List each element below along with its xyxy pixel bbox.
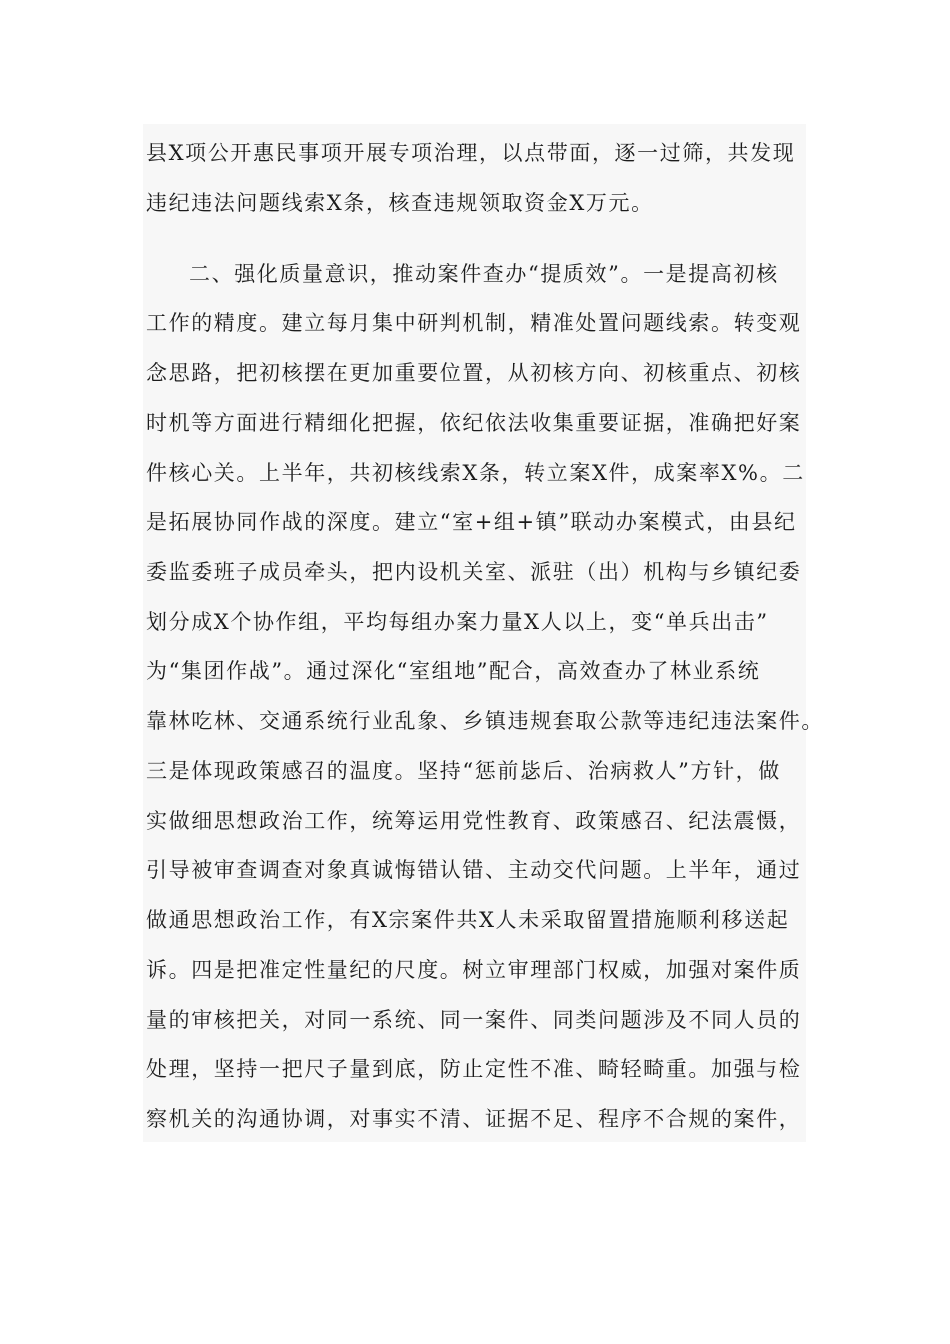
- paragraph-line: 三是体现政策感召的温度。坚持“惩前毖后、治病救人”方针，做: [146, 759, 781, 783]
- paragraph-line: 引导被审查调查对象真诚悔错认错、主动交代问题。上半年，通过: [146, 858, 802, 882]
- paragraph-line: 念思路，把初核摆在更加重要位置，从初核方向、初核重点、初核: [146, 361, 802, 385]
- paragraph-line: 为“集团作战”。通过深化“室组地”配合，高效查办了林业系统: [146, 659, 761, 683]
- paragraph-line: 工作的精度。建立每月集中研判机制，精准处置问题线索。转变观: [146, 311, 802, 335]
- paragraph-line: 委监委班子成员牵头，把内设机关室、派驻（出）机构与乡镇纪委: [146, 560, 802, 584]
- paragraph-line: 县Ⅹ项公开惠民事项开展专项治理，以点带面，逐一过筛，共发现: [146, 141, 796, 165]
- paragraph-line: 实做细思想政治工作，统筹运用党性教育、政策感召、纪法震慑，: [146, 809, 802, 833]
- section-heading-line: 二、强化质量意识，推动案件查办“提质效”。一是提高初核: [189, 262, 779, 286]
- paragraph-line: 靠林吃林、交通系统行业乱象、乡镇违规套取公款等违纪违法案件。: [146, 709, 824, 733]
- paragraph-line: 时机等方面进行精细化把握，依纪依法收集重要证据，准确把好案: [146, 411, 802, 435]
- paragraph-line: 是拓展协同作战的深度。建立“室+组+镇”联动办案模式，由县纪: [146, 510, 797, 534]
- paragraph-line: 量的审核把关，对同一系统、同一案件、同类问题涉及不同人员的: [146, 1008, 802, 1032]
- paragraph-line: 诉。四是把准定性量纪的尺度。树立审理部门权威，加强对案件质: [146, 958, 802, 982]
- paragraph-line: 划分成Ⅹ个协作组，平均每组办案力量Ⅹ人以上，变“单兵出击”: [146, 610, 769, 634]
- paragraph-line: 违纪违法问题线索Ⅹ条，核查违规领取资金Ⅹ万元。: [146, 191, 654, 215]
- paragraph-line: 件核心关。上半年，共初核线索Ⅹ条，转立案Ⅹ件，成案率Ⅹ%。二: [146, 461, 805, 485]
- paragraph-line: 处理，坚持一把尺子量到底，防止定性不准、畸轻畸重。加强与检: [146, 1057, 802, 1081]
- paragraph-line: 做通思想政治工作，有Ⅹ宗案件共Ⅹ人未采取留置措施顺利移送起: [146, 908, 790, 932]
- paragraph-line: 察机关的沟通协调，对事实不清、证据不足、程序不合规的案件，: [146, 1107, 802, 1131]
